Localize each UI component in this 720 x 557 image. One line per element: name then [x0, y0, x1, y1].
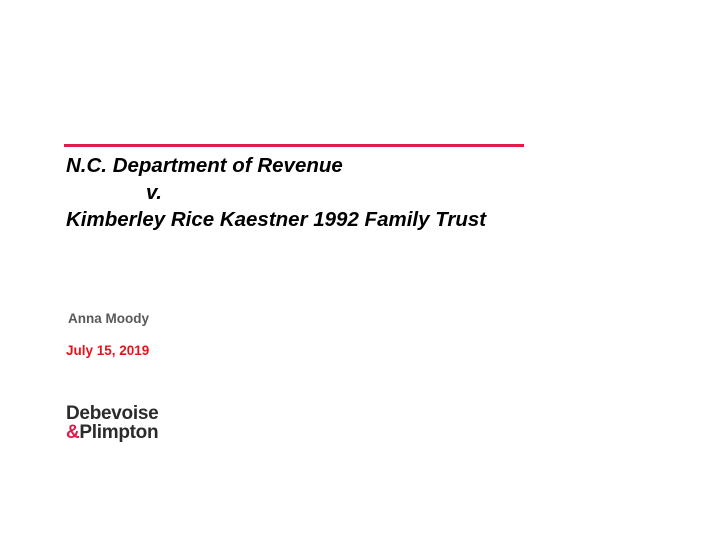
presenter-name: Anna Moody: [68, 311, 149, 326]
title-line-3: Kimberley Rice Kaestner 1992 Family Trust: [66, 208, 487, 231]
firm-logo: [66, 404, 158, 442]
title-line-1: N.C. Department of Revenue: [66, 154, 343, 177]
logo-line-2: [66, 423, 158, 442]
logo-ampersand: &: [66, 422, 80, 443]
slide-title: [66, 152, 486, 233]
logo-line-1: Debevoise: [66, 403, 159, 424]
title-line-2: v.: [146, 181, 162, 204]
logo-line-2-text: Plimpton: [79, 422, 159, 443]
accent-rule: [64, 144, 524, 147]
presentation-date: July 15, 2019: [66, 343, 150, 358]
